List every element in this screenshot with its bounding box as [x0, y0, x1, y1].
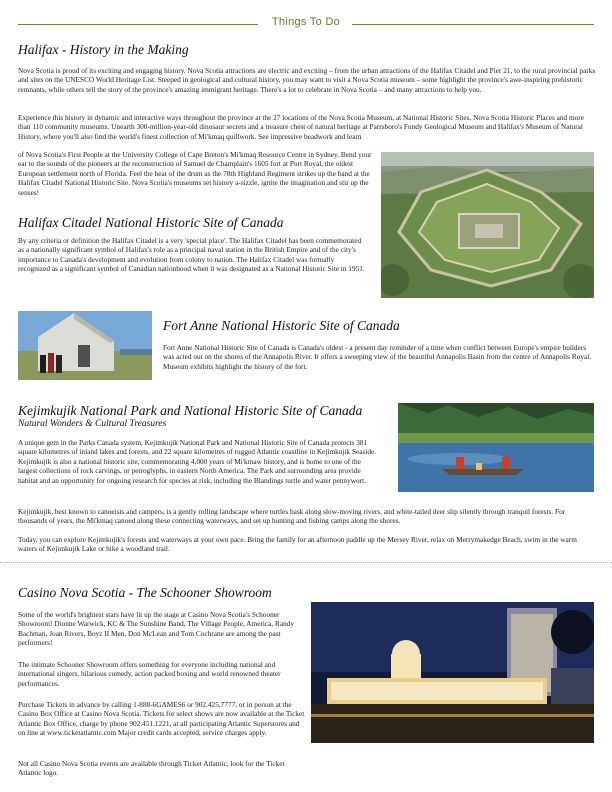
header-rule-right	[352, 24, 594, 25]
kejimkujik-subtitle: Natural Wonders & Cultural Treasures	[18, 419, 167, 429]
kejimkujik-paragraph-1: A unique gem in the Parks Canada system, Kejimkujik National Park and National Historic Site of Canada protects 381 square kilometres of inland lakes and forests, and 22 square kilometres of rugged Atlantic coastline in Kejimkujik Seaside. Kejimkujik is also a national historic site, commemorating 4,000 years of Mi'kmaw history, and is home to one of the largest collections of rock carvings, or petroglyphs, in eastern North America. The Park and surrounding area provide habitat and an opportunity for ongoing research for species at risk, including the Blandings turtle and water pennywort.	[18, 438, 377, 485]
casino-paragraph-4: Not all Casino Nova Scotia events are available through Ticket Atlantic, look for the Ticket Atlantic logo.	[18, 759, 285, 778]
section-header	[0, 14, 612, 34]
citadel-paragraph: By any criteria or definition the Halifax Citadel is a very 'special place'. The Halifax Citadel has been commemorated as a nationally significant symbol of Halifax's role as a principal naval station in the British Empire and of the city's importance to Canada's development and evolution from colony to nation. The Halifax Citadel was formally recognized as a significant symbol of Canadian nationhood when it was designated as a National Historic Site in 1951.	[18, 236, 365, 274]
kejimkujik-paragraph-3: Today, you can explore Kejimkujik's forests and waterways at your own pace. Bring the family for an afternoon paddle up the Mersey River, relax on Merrymakedge Beach, swim in the warm waters of Kejimkujik Lake or hike a woodland trail.	[18, 535, 577, 554]
section-divider	[0, 562, 612, 563]
fort-anne-heading: Fort Anne National Historic Site of Canada	[163, 318, 400, 333]
kejimkujik-heading: Kejimkujik National Park and National Historic Site of Canada	[18, 403, 363, 418]
halifax-paragraph-2: Experience this history in dynamic and interactive ways throughout the province at the 27 locations of the Nova Scotia Museum, at National Historic Sites, Nova Scotia Historic Places and more than 110 community museums. Unearth 300-million-year-old dinosaur secrets and a treasure chest of natural heritage at Parrsboro's Fundy Geological Museum and Halifax's Museum of Natural History, where you'll also find the world's finest collection of Mi'kmaq quillwork. See impressive beadwork and learn	[18, 113, 584, 141]
header-rule-left	[18, 24, 258, 25]
halifax-heading: Halifax - History in the Making	[18, 42, 189, 57]
casino-paragraph-1: Some of the world's brightest stars have lit up the stage at Casino Nova Scotia's Schooner Showroom! Dionne Warwick, KC & The Sunshine Band, The Village People, America, Randy Bachman, Joan Rivers, Boyz II Men, Don McLean and Tom Cochrane are among the past performers!	[18, 610, 295, 648]
citadel-heading: Halifax Citadel National Historic Site of Canada	[18, 215, 284, 230]
casino-paragraph-3: Purchase Tickets in advance by calling 1-888-6GAMES6 or 902.425.7777, or in person at the Casino Box Office at Casino Nova Scotia. Tickets for select shows are now available at the Ticket Atlantic Box Office, charge by phone 902.451.1221, at all participating Atlantic Superstores and on line at www.ticketatlantic.com Major credit cards accepted, service charges apply.	[18, 700, 305, 738]
fort-anne-photo	[18, 311, 152, 380]
kejimkujik-canoe-photo	[398, 403, 594, 492]
casino-paragraph-2: The intimate Schooner Showroom offers something for everyone including national and international singers, hilarious comedy, action packed boxing and world renowned theater performances.	[18, 660, 281, 688]
fort-anne-paragraph: Fort Anne National Historic Site of Canada is Canada's oldest - a present day reminder of a time when conflict between Europe's empire builders was acted out on the shores of the Annapolis River. It offers a sweeping view of the beautiful Annapolis Basin from the centre of Annapolis Royal. Museum exhibits highlight the history of the fort.	[163, 343, 592, 371]
kejimkujik-paragraph-2: Kejimkujik, best known to canoeists and campers, is a gently rolling landscape where turtles bask along slow-moving rivers, and white-tailed deer slip silently through tranquil forests. For thousands of years, the Mi'kmaq canoed along these connecting waterways, and set up hunting and fishing camps along the shores.	[18, 507, 566, 526]
halifax-paragraph-3: of Nova Scotia's First People at the University College of Cape Breton's Mi'kmaq Resource Centre in Sydney. Bend your ear to the sounds of the pioneers at the reconstruction of Samuel de Champlain's 1605 fort at Port Royal, the oldest European settlement north of Florida. Feel the beat of the drum as the 78th Highland Regiment strikes up the band at the Halifax Citadel National Historic Site. Nova Scotia's museums set history a-sizzle, ignite the imagination and stir up the senses!	[18, 150, 372, 197]
casino-night-photo	[311, 602, 594, 743]
halifax-citadel-photo	[381, 152, 594, 298]
section-title: Things To Do	[271, 16, 341, 28]
casino-heading: Casino Nova Scotia - The Schooner Showroom	[18, 585, 272, 600]
halifax-paragraph-1: Nova Scotia is proud of its exciting and engaging history. Nova Scotia attractions are electric and exciting – from the urban attractions of the Halifax Citadel and Pier 21, to the rural provincial parks and sites on the UNESCO World Heritage List. Steeped in geological and cultural history, you may want to visit a Nova Scotia museum – some highlight the province's awe-inspiring prehistoric remnants, while others tell the story of the province's amazing immigrant heritage. There's a lot to celebrate in Nova Scotia – and many attractions to help you.	[18, 66, 596, 94]
